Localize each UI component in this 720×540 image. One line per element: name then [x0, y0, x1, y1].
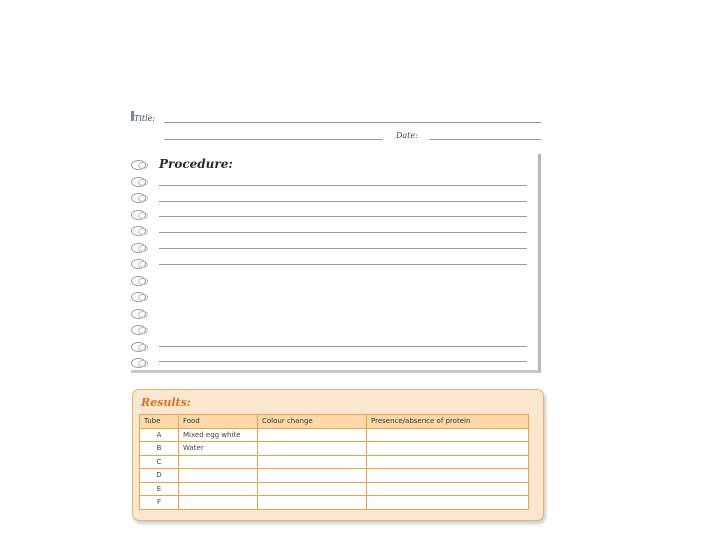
table-row	[140, 442, 529, 456]
title-label: Title:	[134, 114, 156, 123]
table-cell-food[interactable]	[179, 482, 258, 496]
results-title: Results:	[141, 396, 191, 409]
procedure-title: Procedure:	[159, 157, 233, 171]
table-row	[140, 455, 529, 469]
spiral-ring	[131, 177, 146, 187]
column-header-protein: Presence/absence of protein	[367, 415, 529, 429]
table-row	[140, 496, 529, 510]
spiral-ring	[131, 358, 146, 368]
table-cell-tube: F	[140, 496, 179, 510]
writing-line[interactable]	[159, 346, 527, 347]
writing-line[interactable]	[159, 216, 527, 217]
table-cell-tube: A	[140, 428, 179, 442]
table-cell-food[interactable]	[179, 469, 258, 483]
table-cell-colour-change[interactable]	[258, 442, 367, 456]
spiral-ring	[131, 210, 146, 220]
table-cell-colour-change[interactable]	[258, 469, 367, 483]
title-field[interactable]	[164, 122, 541, 123]
column-header-tube: Tube	[140, 415, 179, 429]
spiral-ring	[131, 342, 146, 352]
spiral-ring	[131, 259, 146, 269]
table-row	[140, 469, 529, 483]
writing-line[interactable]	[159, 361, 527, 362]
table-cell-tube: C	[140, 455, 179, 469]
table-cell-food[interactable]	[179, 496, 258, 510]
date-field[interactable]	[429, 139, 541, 140]
table-row	[140, 482, 529, 496]
table-cell-tube: E	[140, 482, 179, 496]
writing-line[interactable]	[159, 185, 527, 186]
table-cell-tube: B	[140, 442, 179, 456]
table-cell-protein[interactable]	[367, 455, 529, 469]
table-cell-colour-change[interactable]	[258, 428, 367, 442]
table-cell-protein[interactable]	[367, 496, 529, 510]
results-table	[139, 414, 529, 510]
spiral-ring	[131, 309, 146, 319]
table-cell-colour-change[interactable]	[258, 455, 367, 469]
spiral-ring	[131, 193, 146, 203]
table-cell-colour-change[interactable]	[258, 482, 367, 496]
spiral-ring	[131, 276, 146, 286]
table-cell-food[interactable]	[179, 455, 258, 469]
table-cell-food: Water	[179, 442, 258, 456]
column-header-food: Food	[179, 415, 258, 429]
spiral-ring	[131, 243, 146, 253]
table-header-row	[140, 415, 529, 429]
table-row	[140, 428, 529, 442]
writing-line[interactable]	[159, 201, 527, 202]
spiral-ring	[131, 325, 146, 335]
table-cell-tube: D	[140, 469, 179, 483]
table-cell-colour-change[interactable]	[258, 496, 367, 510]
table-cell-protein[interactable]	[367, 428, 529, 442]
table-cell-protein[interactable]	[367, 482, 529, 496]
table-cell-protein[interactable]	[367, 442, 529, 456]
date-label: Date:	[396, 131, 418, 140]
writing-line[interactable]	[159, 248, 527, 249]
spiral-ring	[131, 160, 146, 170]
writing-line[interactable]	[159, 232, 527, 233]
writing-line[interactable]	[159, 264, 527, 265]
column-header-colour-change: Colour change	[258, 415, 367, 429]
spiral-ring	[131, 292, 146, 302]
spiral-ring	[131, 226, 146, 236]
title-field-line2[interactable]	[164, 139, 383, 140]
table-cell-protein[interactable]	[367, 469, 529, 483]
table-cell-food: Mixed egg white	[179, 428, 258, 442]
